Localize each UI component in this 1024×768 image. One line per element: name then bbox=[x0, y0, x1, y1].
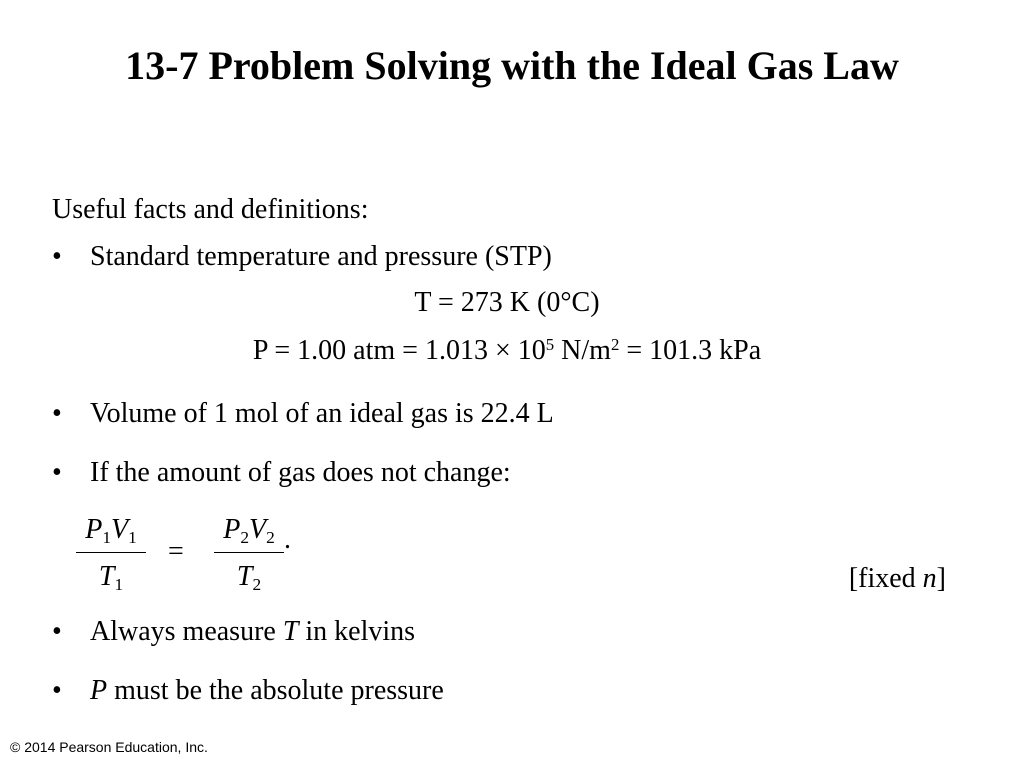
bullet-dot: • bbox=[52, 616, 62, 647]
stp-pressure-exp1: 5 bbox=[545, 334, 555, 354]
bullet-volume bbox=[52, 397, 554, 431]
stp-pressure bbox=[0, 334, 1014, 368]
bullet-gas-amount-text: If the amount of gas does not change: bbox=[90, 457, 511, 488]
stp-pressure-part3: = 101.3 kPa bbox=[619, 335, 762, 366]
bullet-dot: • bbox=[52, 241, 62, 272]
left-denominator: $T_1$ bbox=[98, 561, 124, 595]
copyright-footer: © 2014 Pearson Education, Inc. bbox=[10, 739, 208, 755]
bullet-measure-suffix: in kelvins bbox=[298, 616, 416, 647]
left-numerator: $P_1V_1$ bbox=[85, 514, 137, 548]
right-fraction-bar bbox=[214, 552, 284, 553]
equals-sign: = bbox=[168, 536, 184, 567]
intro-text: Useful facts and definitions: bbox=[52, 194, 369, 225]
combined-gas-law-equation bbox=[76, 510, 316, 605]
right-fraction bbox=[214, 510, 284, 597]
bullet-stp-text: Standard temperature and pressure (STP) bbox=[90, 241, 552, 272]
stp-pressure-part2: N/m bbox=[554, 335, 611, 366]
stp-pressure-exp2: 2 bbox=[610, 334, 620, 354]
bullet-gas-amount bbox=[52, 456, 511, 490]
bullet-stp bbox=[52, 240, 552, 274]
fixed-n-condition: [fixed n] bbox=[848, 563, 946, 594]
bullet-dot: • bbox=[52, 457, 62, 488]
stp-temperature: T = 273 K (0°C) bbox=[414, 287, 600, 318]
stp-pressure-part1: P = 1.00 atm = 1.013 × 10 bbox=[252, 335, 546, 366]
bullet-pressure-suffix: must be the absolute pressure bbox=[107, 675, 444, 706]
bullet-volume-text: Volume of 1 mol of an ideal gas is 22.4 L bbox=[90, 398, 554, 429]
bullet-absolute-pressure bbox=[52, 674, 444, 708]
bullet-measure-var: T bbox=[282, 616, 299, 647]
bullet-measure-kelvin bbox=[52, 615, 415, 649]
right-denominator: $T_2$ bbox=[236, 561, 262, 595]
right-numerator: $P_2V_2$ bbox=[223, 514, 275, 548]
slide-title: 13-7 Problem Solving with the Ideal Gas Law bbox=[125, 43, 899, 88]
bullet-measure-prefix: Always measure bbox=[90, 616, 283, 647]
left-fraction-bar bbox=[76, 552, 146, 553]
equation-end-dot: . bbox=[284, 524, 291, 555]
bullet-dot: • bbox=[52, 675, 62, 706]
bullet-dot: • bbox=[52, 398, 62, 429]
bullet-pressure-var: P bbox=[90, 675, 108, 706]
left-fraction bbox=[76, 510, 146, 597]
